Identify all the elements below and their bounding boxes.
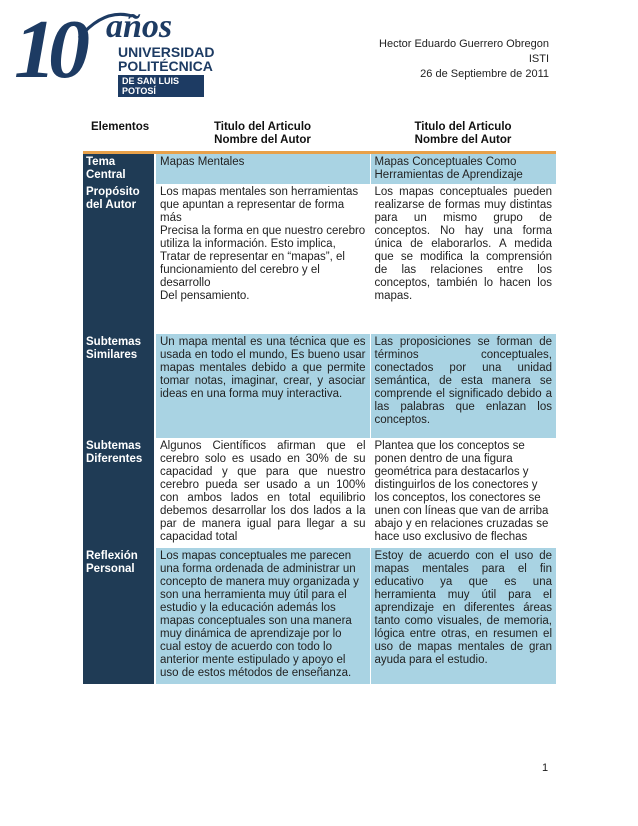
table-row-subtemas-similares <box>83 334 556 438</box>
table-cell: Estoy de acuerdo con el uso de mapas mentales para el fin educativo ya que es una herramienta muy útil para el aprendizaje en diferentes áreas tanto como visuales, de memoria, lógica entre otras, en resumen el uso de mapas mentales de gran ayuda para el estudio. <box>370 548 556 684</box>
row-label: Subtemas Similares <box>83 334 155 438</box>
col-header-article-1: Titulo del Articulo Nombre del Autor <box>213 121 312 146</box>
table-row-subtemas-diferentes <box>83 438 556 548</box>
department: ISTI <box>528 53 549 65</box>
document-date: 26 de Septiembre de 2011 <box>420 68 549 80</box>
logo-word: años <box>106 8 173 45</box>
table-cell: Los mapas conceptuales me parecen una forma ordenada de administrar un concepto de manera muy organizada y son una herramienta muy útil para el estudio y la educación además los mapas conceptuales son una manera muy dinámica de aprendizaje por lo cual estoy de acuerdo con todo lo anterior mente estipulado y apoyo el uso de estos métodos de enseñanza. <box>155 548 370 684</box>
university-logo <box>14 3 215 96</box>
table-cell: Algunos Científicos afirman que el cerebro solo es usado en 30% de su capacidad y que para que nuestro cerebro pueda ser usado a un 100% con ambos lados en total equilibrio debemos desarrollar los dos lados a la par de manera igual para llegar a su capacidad total <box>155 438 370 548</box>
col-header-article-2: Titulo del Articulo Nombre del Autor <box>414 121 512 146</box>
row-label: Tema Central <box>83 153 155 185</box>
logo-line2: POLITÉCNICA <box>118 58 213 74</box>
table-cell: Plantea que los conceptos se ponen dentro de una figura geométrica para destacarlos y distinguirlos de los conectores y los conceptos, los conectores se unen con líneas que van de arriba abajo y en relaciones cruzadas se hace uso exclusivo de flechas <box>370 438 556 548</box>
logo-line1: UNIVERSIDAD <box>118 44 215 60</box>
logo-line3: DE SAN LUIS POTOSÍ <box>118 75 204 97</box>
comparison-table <box>83 118 556 684</box>
row-label: Propósito del Autor <box>83 184 155 334</box>
col-header-elementos: Elementos <box>91 121 150 133</box>
row-label: Reflexión Personal <box>83 548 155 684</box>
table-header-row <box>83 118 556 153</box>
table-cell: Los mapas mentales son herramientas que apuntan a representar de forma más Precisa la forma en que nuestro cerebro utiliza la información. Esto implica, Tratar de representar en “mapas”, el funcionamiento del cerebro y el desarrollo Del pensamiento. <box>155 184 370 334</box>
table-cell: Mapas Mentales <box>155 153 370 185</box>
page-number: 1 <box>542 762 549 774</box>
table-cell: Los mapas conceptuales pueden realizarse de formas muy distintas para un mismo grupo de conceptos. No hay una forma única de elaborarlos. A medida que se modifica la comprensión de las relaciones entre los conceptos, también lo hacen los mapas. <box>370 184 556 334</box>
table-row-proposito <box>83 184 556 334</box>
table-cell: Mapas Conceptuales Como Herramientas de Aprendizaje <box>370 153 556 185</box>
logo-number: 10 <box>14 3 82 96</box>
table-cell: Las proposiciones se forman de términos conceptuales, conectados por una unidad semántica, de esta manera se comprende el significado debido a las palabras que enlazan los conceptos. <box>370 334 556 438</box>
document-header <box>379 37 549 82</box>
table-row-reflexion <box>83 548 556 684</box>
row-label: Subtemas Diferentes <box>83 438 155 548</box>
table-cell: Un mapa mental es una técnica que es usada en todo el mundo, Es bueno usar mapas mentales debido a que permite tomar notas, imaginar, crear, y asociar ideas en una forma muy interactiva. <box>155 334 370 438</box>
author-name: Hector Eduardo Guerrero Obregon <box>379 38 549 50</box>
table-row-tema-central <box>83 153 556 185</box>
